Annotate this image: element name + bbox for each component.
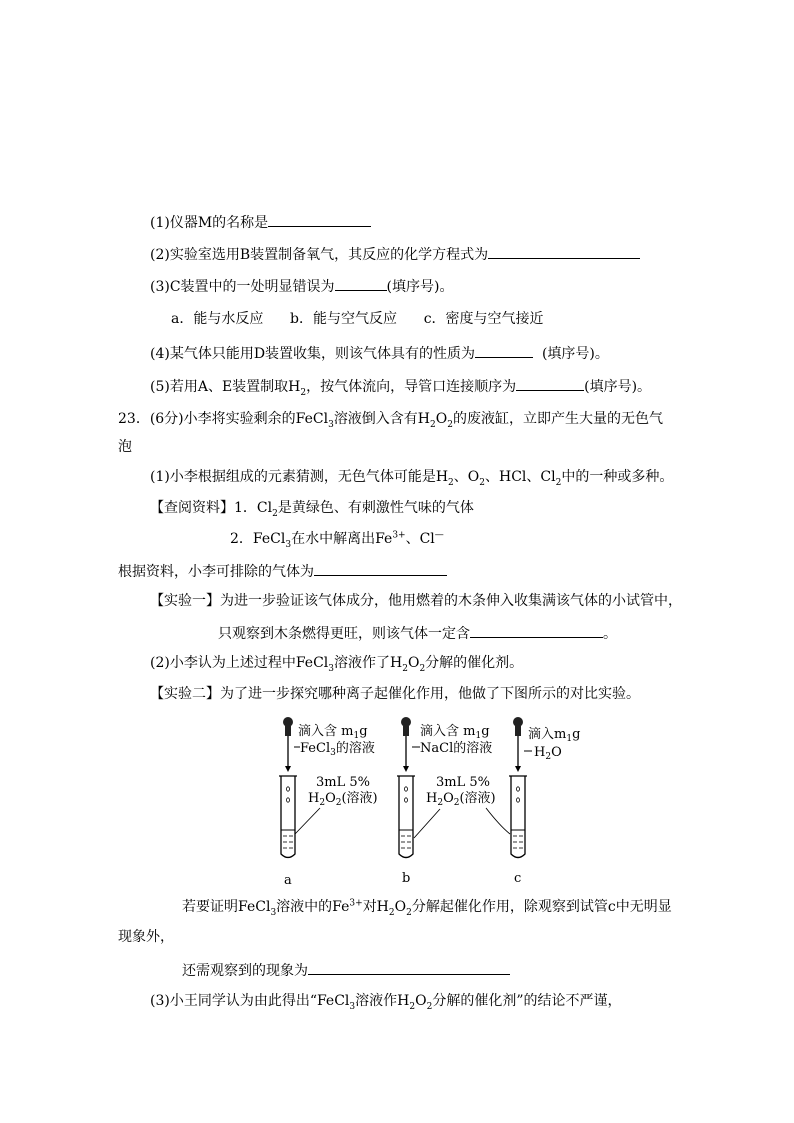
solution-label-a-2: $H_2O_2$(溶液) xyxy=(308,791,378,808)
q-oxygen-equation: (2)实验室选用B装置制备氧气，其反应的化学方程式为 xyxy=(150,244,640,264)
dropper-b-label-1: 滴入含 $m_1g$ xyxy=(420,724,490,741)
test-tube-c-icon xyxy=(509,776,527,858)
q23-experiment-1-cont: 只观察到木条燃得更旺，则该气体一定含 。 xyxy=(218,623,617,643)
answer-blank[interactable] xyxy=(268,212,371,227)
test-tube-b-icon xyxy=(397,776,415,858)
answer-blank[interactable] xyxy=(314,561,447,576)
answer-blank[interactable] xyxy=(470,623,603,638)
answer-blank[interactable] xyxy=(488,244,640,259)
solution-label-bc-1: 3mL 5% xyxy=(436,775,490,790)
tube-label-c: c xyxy=(514,871,522,886)
q23-exclude: 根据资料，小李可排除的气体为 xyxy=(118,561,447,581)
q23-catalysis-condition: 若要证明FeCl$_3$溶液中的$Fe^{3+}$对$H_2O_2$分解起催化作用，除观察到试管c中无明显 xyxy=(182,898,672,918)
dropper-b-label-2: NaCl的溶液 xyxy=(420,741,493,756)
q23-experiment-2: 【实验二】为了进一步探究哪种离子起催化作用，他做了下图所示的对比实验。 xyxy=(150,686,640,702)
dropper-a-icon xyxy=(283,717,293,772)
solution-label-bc-2: $H_2O_2$(溶液) xyxy=(426,791,496,808)
q23-heading: 23．(6分)小李将实验剩余的FeCl$_3$溶液倒入含有$H_2O_2$的废液缸，立即产生大量的无色气 xyxy=(118,411,663,430)
q23-reference-2: 2．FeCl$_3$在水中解离出$Fe^{3+}$、Cl— xyxy=(230,530,444,550)
q23-observation: 还需观察到的现象为 xyxy=(182,960,510,980)
answer-blank[interactable] xyxy=(475,343,533,358)
answer-blank[interactable] xyxy=(335,276,387,291)
dropper-c-label-1: 滴入$m_1g$ xyxy=(528,727,581,744)
q-options: a．能与水反应 b．能与空气反应 c．密度与空气接近 xyxy=(171,311,544,327)
dropper-c-icon xyxy=(513,717,523,772)
answer-blank[interactable] xyxy=(516,376,584,391)
q23-reference-1: 【查阅资料】1．$Cl_2$是黄绿色、有刺激性气味的气体 xyxy=(150,500,474,519)
dropper-a-label-2: FeCl$_3$的溶液 xyxy=(300,741,375,758)
tube-label-a: a xyxy=(284,873,292,888)
q-instrument-name: (1)仪器M的名称是 xyxy=(150,212,371,232)
q23-sub1: (1)小李根据组成的元素猜测，无色气体可能是$H_2$、$O_2$、HCl、$Cl_2$中的一种或多种。 xyxy=(150,469,674,488)
q-connection-order: (5)若用A、E装置制取$H_2$，按气体流向，导管口连接顺序为 (填序号)。 xyxy=(150,376,651,396)
q23-catalysis-condition-cont: 现象外， xyxy=(118,929,174,945)
tube-label-b: b xyxy=(402,871,411,886)
test-tube-a-icon xyxy=(279,776,297,858)
dropper-a-label-1: 滴入含 $m_1g$ xyxy=(298,724,368,741)
q23-sub3: (3)小王同学认为由此得出“FeCl$_3$溶液作$H_2O_2$分解的催化剂”的结论不严谨， xyxy=(150,993,622,1012)
q23-sub2: (2)小李认为上述过程中FeCl$_3$溶液作了$H_2O_2$分解的催化剂。 xyxy=(150,655,524,674)
q-device-error: (3)C装置中的一处明显错误为 (填序号)。 xyxy=(150,276,453,296)
answer-blank[interactable] xyxy=(308,960,510,975)
solution-label-a-1: 3mL 5% xyxy=(316,775,370,790)
test-tube-diagram xyxy=(262,714,592,890)
dropper-b-icon xyxy=(401,717,411,772)
q-gas-property: (4)某气体只能用D装置收集，则该气体具有的性质为 (填序号)。 xyxy=(150,343,609,363)
q23-heading-cont: 泡 xyxy=(118,439,132,455)
dropper-c-label-2: $H_2O$ xyxy=(534,745,562,762)
q23-experiment-1: 【实验一】为进一步验证该气体成分，他用燃着的木条伸入收集满该气体的小试管中， xyxy=(150,593,682,609)
